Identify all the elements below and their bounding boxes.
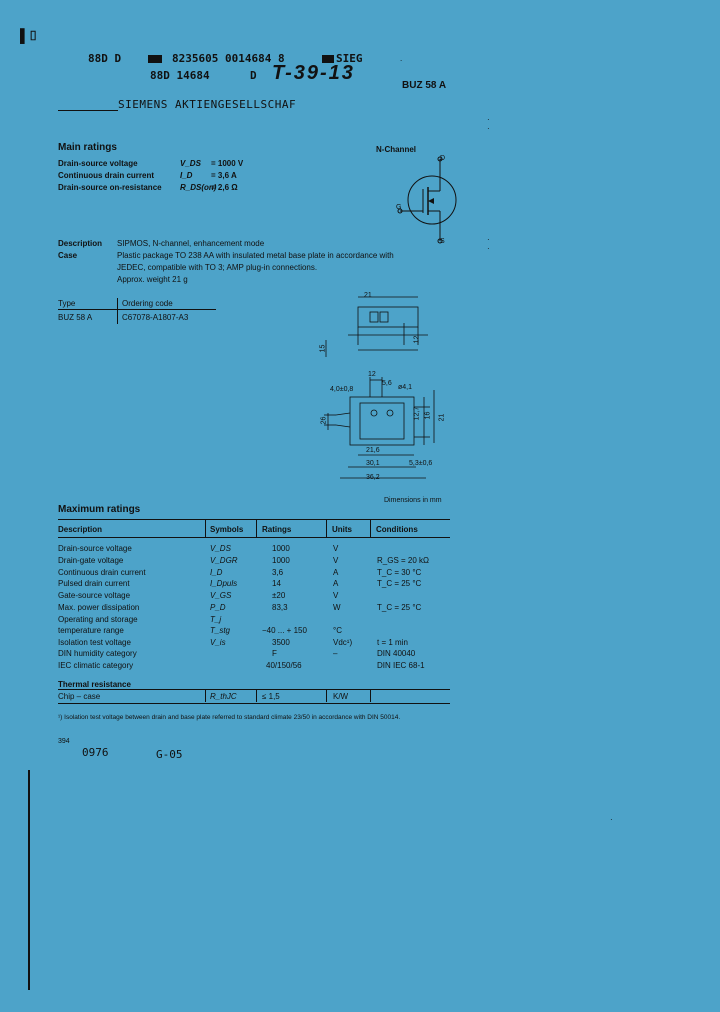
thermal-col-divider: [370, 689, 371, 702]
table-header-rule: [58, 537, 450, 538]
dim-label: 12: [413, 335, 421, 344]
company-name: SIEMENS AKTIENGESELLSCHAF: [118, 98, 297, 111]
dim-label: 21,6: [366, 447, 380, 454]
dim-label: 12: [368, 371, 376, 378]
thermal-symbol: R_thJC: [210, 692, 237, 701]
footnote: ¹) Isolation test voltage between drain and base plate referred to standard climate 23/50 in accordance with DIN 50014.: [58, 714, 401, 721]
header-line1-codes: 8235605 0014684 8: [172, 52, 285, 65]
col-header-ratings: Ratings: [262, 525, 292, 534]
row-desc: Max. power dissipation: [58, 603, 140, 612]
row-rating: −40 ... + 150: [262, 626, 307, 635]
row-symbol: I_D: [210, 568, 223, 577]
row-symbol: T_stg: [210, 626, 231, 635]
row-symbol: V_DS: [210, 544, 231, 553]
table-col-divider: [326, 519, 327, 538]
gate-label: G: [396, 204, 402, 211]
row-rating: 14: [272, 579, 281, 588]
ordering-table-rule: [58, 309, 216, 310]
right-margin-mark: · ·: [487, 115, 490, 133]
row-cond: T_C = 25 °C: [377, 603, 422, 612]
main-rating-label: Drain-source on-resistance: [58, 183, 162, 192]
main-rating-label: Drain-source voltage: [58, 159, 138, 168]
main-rating-symbol: I_D: [180, 171, 193, 180]
thermal-col-divider: [326, 689, 327, 702]
dim-label: ø4,1: [398, 384, 413, 391]
main-rating-symbol: V_DS: [180, 159, 201, 168]
row-unit: A: [333, 579, 339, 588]
barcode-block-icon: [148, 55, 162, 63]
thermal-col-divider: [256, 689, 257, 702]
row-desc: Gate-source voltage: [58, 591, 131, 600]
row-cond: DIN 40040: [377, 649, 416, 658]
thermal-unit: K/W: [333, 692, 349, 701]
thermal-bottom-rule: [58, 703, 450, 704]
row-rating: 40/150/56: [266, 661, 302, 670]
row-unit: W: [333, 603, 341, 612]
thermal-col-divider: [205, 689, 206, 702]
row-cond: T_C = 25 °C: [377, 579, 422, 588]
case-label: Case: [58, 251, 78, 260]
header-line2-d: D: [250, 69, 257, 82]
col-header-symbols: Symbols: [210, 525, 244, 534]
col-header-conditions: Conditions: [376, 525, 418, 534]
thermal-desc: Chip – case: [58, 692, 101, 701]
right-margin-mark: · ·: [487, 235, 490, 253]
type-value: BUZ 58 A: [58, 313, 93, 322]
row-unit: –: [333, 649, 338, 658]
dim-label: 21: [438, 413, 446, 422]
row-cond: R_GS = 20 kΩ: [377, 556, 430, 565]
row-unit: A: [333, 568, 339, 577]
row-symbol: I_Dpuls: [210, 579, 238, 588]
col-header-description: Description: [58, 525, 103, 534]
max-ratings-title: Maximum ratings: [58, 504, 141, 515]
dimensions-note: Dimensions in mm: [384, 497, 442, 504]
left-margin-bar: [28, 770, 30, 990]
row-desc: temperature range: [58, 626, 124, 635]
dim-label: 26: [320, 416, 328, 425]
row-unit: V: [333, 591, 339, 600]
main-rating-value: = 1000 V: [211, 159, 244, 168]
table-top-rule: [58, 519, 450, 520]
footer-code2: G-05: [156, 748, 183, 761]
table-col-divider: [370, 519, 371, 538]
drain-label: D: [440, 155, 446, 162]
channel-label: N-Channel: [376, 145, 416, 154]
case-text-line3: Approx. weight 21 g: [117, 275, 188, 284]
row-desc: Operating and storage: [58, 615, 138, 624]
dim-label: 5,6: [382, 380, 392, 387]
main-ratings-title: Main ratings: [58, 142, 117, 153]
header-line2-left: 88D 14684: [150, 69, 210, 82]
row-unit: V: [333, 544, 339, 553]
row-symbol: P_D: [210, 603, 226, 612]
page-number: 394: [58, 738, 70, 745]
thermal-top-rule: [58, 689, 450, 690]
row-unit: V: [333, 556, 339, 565]
row-symbol: V_is: [210, 638, 226, 647]
row-symbol: V_DGR: [210, 556, 238, 565]
description-text: SIPMOS, N-channel, enhancement mode: [117, 239, 265, 248]
header-siemens-code: SIEG: [336, 52, 363, 65]
row-desc: Drain-source voltage: [58, 544, 132, 553]
row-cond: t = 1 min: [377, 638, 408, 647]
dim-label: 5,3±0,6: [409, 460, 433, 467]
row-desc: DIN humidity category: [58, 649, 137, 658]
header-line1-left: 88D D: [88, 52, 122, 65]
ordering-code-value: C67078-A1807-A3: [122, 313, 189, 322]
row-rating: 3500: [272, 638, 290, 647]
table-col-divider: [205, 519, 206, 538]
dim-label: 15: [319, 344, 327, 353]
thermal-title: Thermal resistance: [58, 680, 131, 689]
source-label: S: [440, 238, 445, 245]
mosfet-symbol-icon: [390, 155, 470, 245]
dim-label: 16: [424, 411, 432, 420]
case-text-line1: Plastic package TO 238 AA with insulated metal base plate in accordance with: [117, 251, 394, 260]
row-rating: ±20: [272, 591, 286, 600]
main-rating-value: = 3,6 A: [211, 171, 237, 180]
dim-label: 36,2: [366, 474, 380, 481]
ordering-code-header: Ordering code: [122, 299, 173, 308]
part-number: BUZ 58 A: [402, 80, 447, 91]
dim-label: 21: [364, 292, 372, 299]
row-rating: F: [272, 649, 277, 658]
row-desc: Continuous drain current: [58, 568, 146, 577]
row-cond: DIN IEC 68-1: [377, 661, 425, 670]
row-rating: 1000: [272, 556, 290, 565]
row-desc: Isolation test voltage: [58, 638, 131, 647]
row-unit: °C: [333, 626, 342, 635]
header-handwritten-code: T-39-13: [272, 62, 355, 84]
header-right-mark: .: [400, 54, 403, 63]
type-header: Type: [58, 299, 76, 308]
row-cond: T_C = 30 °C: [377, 568, 422, 577]
thermal-rating: ≤ 1,5: [262, 692, 280, 701]
footer-code1: 0976: [82, 746, 109, 759]
row-desc: Pulsed drain current: [58, 579, 130, 588]
corner-mark: ▌⌷: [20, 28, 38, 43]
company-underline-left: [58, 110, 118, 111]
dim-label: 4,0±0,8: [330, 386, 354, 393]
row-symbol: T_j: [210, 615, 222, 624]
ordering-table-divider: [117, 298, 118, 324]
case-text-line2: JEDEC, compatible with TO 3; AMP plug-in connections.: [117, 263, 318, 272]
dim-label: 12,7: [413, 406, 421, 421]
table-col-divider: [256, 519, 257, 538]
row-unit: Vdc¹): [333, 638, 353, 647]
right-margin-mark: ·: [610, 815, 613, 824]
col-header-units: Units: [332, 525, 352, 534]
row-rating: 3,6: [272, 568, 284, 577]
row-rating: 83,3: [272, 603, 288, 612]
dim-label: 30,1: [366, 460, 380, 467]
row-symbol: V_GS: [210, 591, 232, 600]
main-rating-symbol: R_DS(on): [180, 183, 217, 192]
main-rating-value: = 2,6 Ω: [211, 183, 238, 192]
row-rating: 1000: [272, 544, 290, 553]
description-label: Description: [58, 239, 103, 248]
main-rating-label: Continuous drain current: [58, 171, 154, 180]
row-desc: IEC climatic category: [58, 661, 134, 670]
row-desc: Drain-gate voltage: [58, 556, 124, 565]
